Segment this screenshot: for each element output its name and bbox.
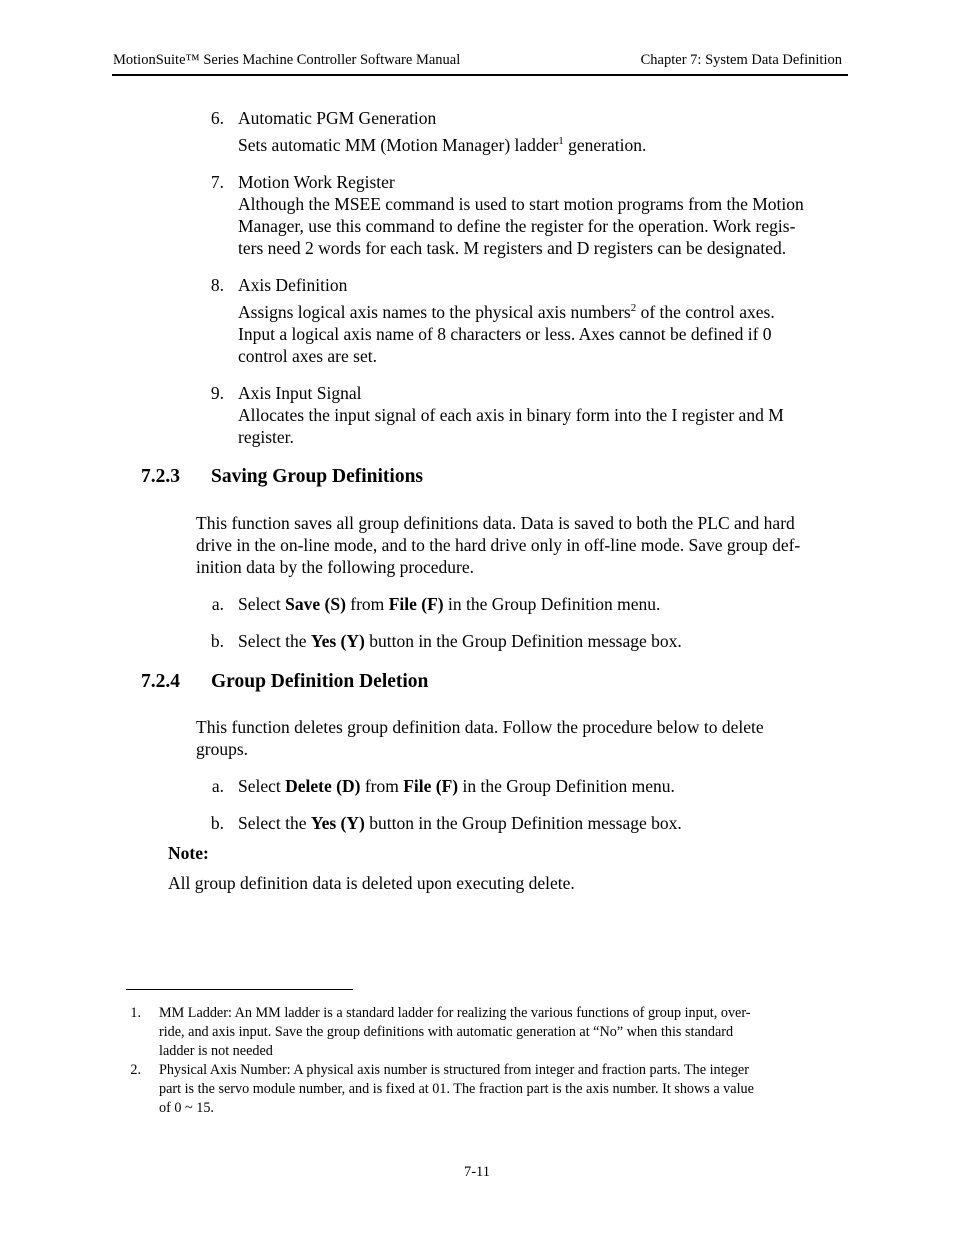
list-item-7 — [198, 171, 858, 261]
list-item-number: 7. — [210, 172, 224, 192]
footnote-ref: 1 — [558, 135, 564, 147]
list-item-8 — [198, 274, 858, 370]
footnote-number: 2. — [130, 1062, 141, 1078]
footnote-line: MM Ladder: An MM ladder is a standard ladder for realizing the various functions of group input, over- — [159, 1005, 751, 1021]
list-item-9 — [198, 382, 858, 452]
step-label: b. — [210, 631, 224, 651]
procedure-step-b — [198, 812, 858, 836]
footnote-line: of 0 ~ 15. — [159, 1100, 214, 1116]
list-item-number: 8. — [210, 275, 224, 295]
step-text: Select Save (S) from File (F) in the Group Definition menu. — [238, 594, 661, 614]
step-label: a. — [211, 594, 224, 614]
footnote-number: 1. — [130, 1005, 141, 1021]
list-item-body-line: ters need 2 words for each task. M registers and D registers can be designated. — [238, 238, 787, 258]
list-item-title: Motion Work Register — [238, 172, 395, 192]
section-title: Group Definition Deletion — [211, 671, 429, 692]
list-item-number: 9. — [210, 383, 224, 403]
section-title: Saving Group Definitions — [211, 466, 424, 487]
footnote-1 — [127, 1004, 827, 1064]
list-item-body: Sets automatic MM (Motion Manager) ladder$^1$ generation. — [238, 135, 647, 155]
footnote-line: part is the servo module number, and is fixed at 01. The fraction part is the axis number. It shows a value — [159, 1081, 754, 1097]
list-item-body-line: Although the MSEE command is used to start motion programs from the Motion — [238, 194, 804, 214]
procedure-step-a — [198, 775, 858, 799]
list-item-body-line: register. — [238, 427, 294, 447]
list-item-body-line: Allocates the input signal of each axis in binary form into the I register and M — [238, 405, 784, 425]
step-text: Select the Yes (Y) button in the Group Definition message box. — [238, 813, 682, 833]
note-text: All group definition data is deleted upon executing delete. — [168, 873, 575, 893]
footnote-line: Physical Axis Number: A physical axis number is structured from integer and fraction parts. The integer — [159, 1062, 749, 1078]
note-label: Note: — [168, 843, 209, 863]
running-header-title: MotionSuite™ Series Machine Controller Software Manual — [113, 52, 461, 68]
step-label: a. — [211, 776, 224, 796]
section-heading-7-2-3 — [141, 466, 641, 492]
list-item-body-line: Assigns logical axis names to the physical axis numbers$^2$ of the control axes. — [238, 302, 775, 322]
procedure-step-a — [198, 593, 858, 617]
step-text: Select the Yes (Y) button in the Group Definition message box. — [238, 631, 682, 651]
section-number: 7.2.4 — [141, 671, 180, 692]
list-item-body-line: control axes are set. — [238, 346, 377, 366]
list-item-number: 6. — [210, 108, 224, 128]
step-text: Select Delete (D) from File (F) in the Group Definition menu. — [238, 776, 675, 796]
footnote-2 — [127, 1061, 827, 1121]
list-item-title: Axis Definition — [238, 275, 348, 295]
section-heading-7-2-4 — [141, 671, 641, 697]
page-number: 7-11 — [463, 1164, 491, 1180]
header-rule — [112, 74, 848, 76]
running-header-chapter: Chapter 7: System Data Definition — [640, 52, 842, 68]
list-item-body-line: Manager, use this command to define the register for the operation. Work regis- — [238, 216, 796, 236]
footnote-ref: 2 — [630, 302, 637, 314]
footnote-line: ride, and axis input. Save the group definitions with automatic generation at “No” when this standard — [159, 1024, 734, 1040]
footnote-separator — [126, 989, 353, 990]
section-number: 7.2.3 — [141, 466, 180, 487]
footnote-line: ladder is not needed — [159, 1043, 273, 1059]
step-label: b. — [210, 813, 224, 833]
list-item-6 — [198, 107, 858, 157]
section-paragraph: This function deletes group definition data. Follow the procedure below to delete groups. — [196, 717, 764, 759]
procedure-step-b — [198, 630, 858, 654]
section-paragraph: This function saves all group definitions data. Data is saved to both the PLC and hard drive in the on-line mode, and to the hard drive only in off-line mode. Save group def- inition data by the following procedure. — [196, 513, 801, 577]
list-item-body-line: Input a logical axis name of 8 characters or less. Axes cannot be defined if 0 — [238, 324, 772, 344]
list-item-title: Axis Input Signal — [238, 383, 362, 403]
list-item-title: Automatic PGM Generation — [238, 108, 437, 128]
